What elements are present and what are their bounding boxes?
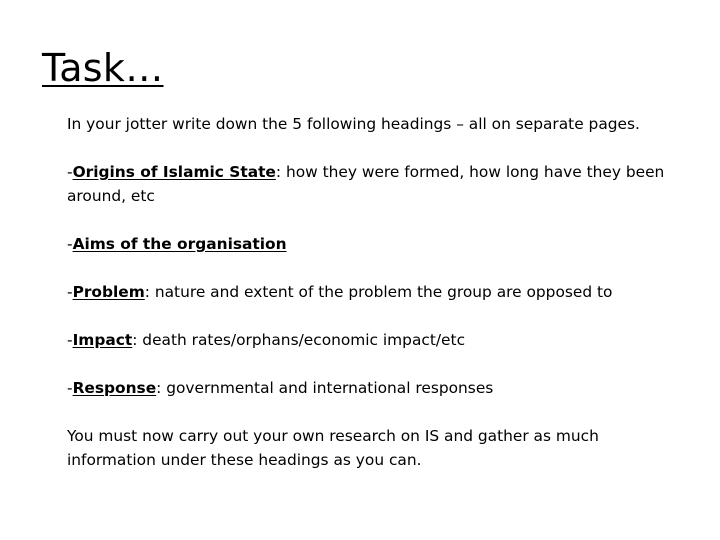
intro-text: In your jotter write down the 5 following headings – all on separate pages. <box>67 115 640 133</box>
heading-description-response: : governmental and international responses <box>156 379 494 397</box>
heading-prefix: - <box>67 235 73 253</box>
slide-body <box>67 112 667 472</box>
heading-label-aims: Aims of the organisation <box>72 235 287 253</box>
heading-label-origins: Origins of Islamic State <box>72 163 276 181</box>
heading-description-impact: : death rates/orphans/economic impact/etc <box>132 331 466 349</box>
heading-description-origins: : how they were formed, how long have they been around, etc <box>67 163 665 205</box>
heading-item-impact <box>67 328 667 352</box>
heading-item-problem <box>67 280 667 304</box>
heading-label-problem: Problem <box>72 283 145 301</box>
heading-label-impact: Impact <box>72 331 133 349</box>
heading-item-origins <box>67 160 667 208</box>
heading-description-problem: : nature and extent of the problem the group are opposed to <box>144 283 613 301</box>
heading-prefix: - <box>67 379 73 397</box>
heading-item-response <box>67 376 667 400</box>
heading-label-response: Response <box>72 379 157 397</box>
closing-text: You must now carry out your own research on IS and gather as much information under these headings as you can. <box>67 427 599 469</box>
heading-prefix: - <box>67 163 73 181</box>
heading-prefix: - <box>67 283 73 301</box>
heading-prefix: - <box>67 331 73 349</box>
heading-item-aims <box>67 232 667 256</box>
slide-title: Task… <box>42 46 164 90</box>
